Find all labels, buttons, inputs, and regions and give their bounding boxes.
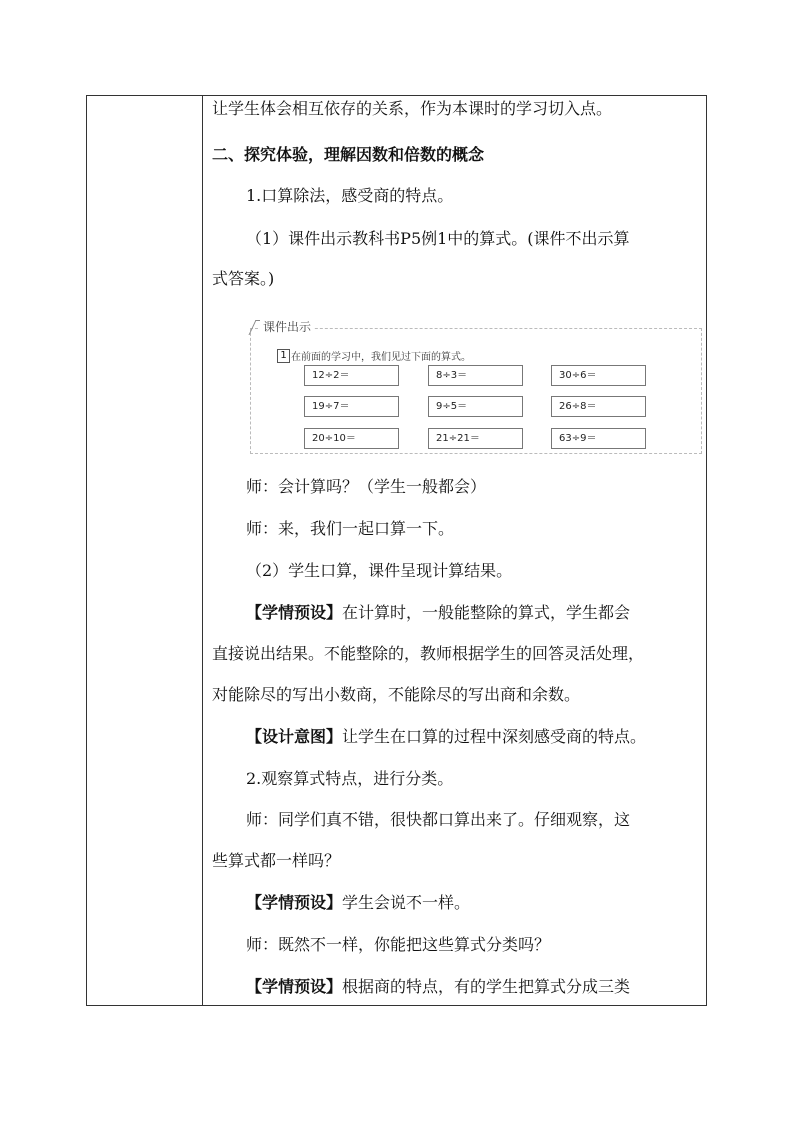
figure-title: 课件出示 [260,318,314,335]
equation-box: 19÷7＝ [304,396,399,417]
preset-text: 学生会说不一样。 [342,893,471,912]
text-line: 直接说出结果。不能整除的，教师根据学生的回答灵活处理， [212,644,645,663]
dialogue-line: 师：来，我们一起口算一下。 [246,519,455,538]
example-prompt: 在前面的学习中，我们见过下面的算式。 [291,352,471,363]
text-line: 对能除尽的写出小数商，不能除尽的写出商和余数。 [212,685,581,704]
equation-box: 12÷2＝ [304,365,399,386]
design-paragraph [246,726,646,748]
preset-text: 根据商的特点，有的学生把算式分成三类 [342,977,631,996]
equation-box: 26÷8＝ [551,396,646,417]
preset-tag: 【学情预设】 [246,977,343,996]
courseware-figure [248,320,704,460]
dialogue-line: 师：既然不一样，你能把这些算式分类吗？ [246,935,551,954]
preset-paragraph [246,602,630,624]
lesson-table [86,95,707,1006]
step-heading: 1.口算除法，感受商的特点。 [246,186,454,205]
equation-box: 9÷5＝ [428,396,523,417]
section-heading: 二、探究体验，理解因数和倍数的概念 [212,145,485,164]
preset-paragraph [246,976,630,998]
dialogue-line: 师：会计算吗？（学生一般都会） [246,477,487,496]
dialogue-line: 师：同学们真不错，很快都口算出来了。仔细观察，这 [246,810,631,829]
equation-box: 8÷3＝ [428,365,523,386]
equation-box: 20÷10＝ [304,428,399,449]
equation-box: 63÷9＝ [551,428,646,449]
preset-tag: 【学情预设】 [246,893,343,912]
text-line: （2）学生口算，课件呈现计算结果。 [246,561,513,580]
equation-box: 30÷6＝ [551,365,646,386]
step-heading: 2.观察算式特点，进行分类。 [246,769,454,788]
preset-paragraph [246,892,470,914]
text-line: 些算式都一样吗？ [212,851,341,870]
design-text: 让学生在口算的过程中深刻感受商的特点。 [342,727,647,746]
text-line: 式答案。) [212,269,275,288]
column-divider [202,96,203,1005]
example-number: 1 [277,349,290,363]
preset-text: 在计算时，一般能整除的算式，学生都会 [342,603,631,622]
preset-tag: 【学情预设】 [246,603,343,622]
equation-box: 21÷21＝ [428,428,523,449]
text-line: 让学生体会相互依存的关系，作为本课时的学习切入点。 [212,99,613,118]
text-line: （1）课件出示教科书P5例1中的算式。(课件不出示算 [246,229,630,248]
design-tag: 【设计意图】 [246,727,343,746]
figure-frame [250,328,702,454]
